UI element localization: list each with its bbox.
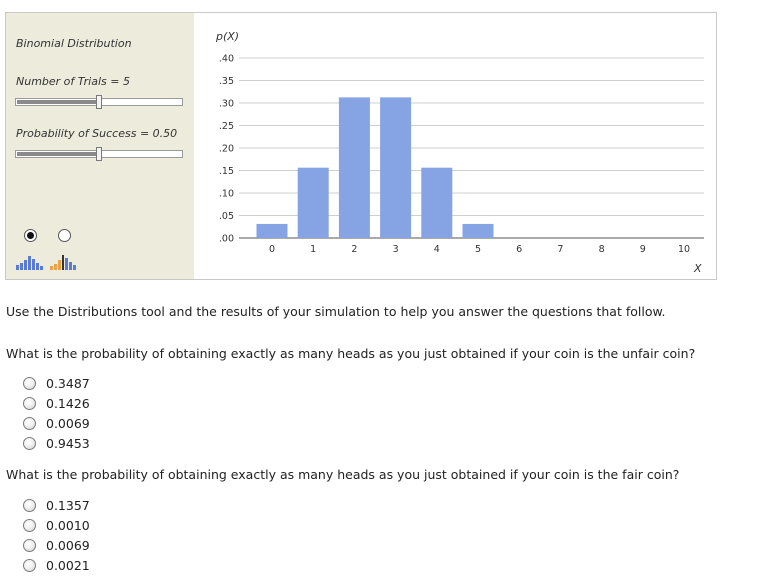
trials-slider[interactable] xyxy=(15,98,183,106)
x-tick-label: 7 xyxy=(557,244,564,255)
probability-slider-thumb[interactable] xyxy=(96,147,102,161)
option-label: 0.0021 xyxy=(46,557,90,573)
bar xyxy=(257,224,288,238)
option-label: 0.0069 xyxy=(46,537,90,553)
colored-bar-chart-icon[interactable] xyxy=(49,253,79,271)
instructions-text: Use the Distributions tool and the results of your simulation to help you answer the questions that follow. xyxy=(6,304,666,319)
view-mode-radio-2[interactable] xyxy=(58,229,71,242)
y-axis-label: p(X) xyxy=(216,30,240,43)
option-label: 0.9453 xyxy=(46,435,90,451)
question-1-options xyxy=(23,373,90,453)
radio-button[interactable] xyxy=(23,377,36,390)
x-tick-label: 4 xyxy=(433,244,440,255)
bar xyxy=(380,97,411,238)
view-mode-radio-1[interactable] xyxy=(24,229,37,242)
x-tick-label: 0 xyxy=(268,244,276,255)
q1-option[interactable] xyxy=(23,413,90,433)
q2-option[interactable] xyxy=(23,535,90,555)
x-tick-label: 3 xyxy=(392,244,399,255)
radio-button[interactable] xyxy=(23,539,36,552)
bar xyxy=(298,168,329,238)
bar-chart-icon[interactable] xyxy=(15,253,45,271)
option-label: 0.3487 xyxy=(46,375,90,391)
q1-option[interactable] xyxy=(23,433,90,453)
x-tick-label: 5 xyxy=(474,244,482,255)
x-tick-label: 2 xyxy=(351,244,358,255)
probability-slider-fill xyxy=(17,152,99,156)
option-label: 0.1426 xyxy=(46,395,90,411)
x-tick-label: 10 xyxy=(677,244,691,255)
distributions-tool xyxy=(5,12,717,280)
control-panel xyxy=(6,13,194,279)
radio-button[interactable] xyxy=(23,437,36,450)
q2-option[interactable] xyxy=(23,555,90,575)
option-label: 0.0069 xyxy=(46,415,90,431)
probability-label: Probability of Success = 0.50 xyxy=(16,127,178,140)
distribution-chart xyxy=(194,13,716,279)
y-tick-label: .25 xyxy=(218,121,234,132)
radio-button[interactable] xyxy=(23,417,36,430)
x-tick-label: 6 xyxy=(516,244,523,255)
y-tick-label: .15 xyxy=(218,166,234,177)
question-1-text: What is the probability of obtaining exactly as many heads as you just obtained if your coin is the unfair coin? xyxy=(6,346,696,361)
y-tick-label: .05 xyxy=(218,211,234,222)
y-tick-label: .40 xyxy=(218,53,234,65)
x-tick-label: 1 xyxy=(310,244,317,255)
x-tick-label: 8 xyxy=(598,244,605,255)
q2-option[interactable] xyxy=(23,495,90,515)
bar xyxy=(421,168,452,238)
x-axis-label: X xyxy=(694,262,702,275)
bar xyxy=(463,224,494,238)
question-2-text: What is the probability of obtaining exactly as many heads as you just obtained if your coin is the fair coin? xyxy=(6,467,680,482)
question-2-options xyxy=(23,495,90,575)
radio-button[interactable] xyxy=(23,397,36,410)
radio-button[interactable] xyxy=(23,519,36,532)
option-label: 0.1357 xyxy=(46,497,90,513)
y-tick-label: .20 xyxy=(218,143,234,155)
y-tick-label: .30 xyxy=(218,98,234,110)
q1-option[interactable] xyxy=(23,393,90,413)
q1-option[interactable] xyxy=(23,373,90,393)
y-tick-label: .35 xyxy=(218,76,234,87)
y-tick-label: .00 xyxy=(218,233,234,245)
trials-label: Number of Trials = 5 xyxy=(16,75,130,88)
q2-option[interactable] xyxy=(23,515,90,535)
probability-slider[interactable] xyxy=(15,150,183,158)
y-tick-label: .10 xyxy=(218,188,234,200)
option-label: 0.0010 xyxy=(46,517,90,533)
distribution-title: Binomial Distribution xyxy=(16,37,132,50)
bar xyxy=(339,97,370,238)
trials-slider-thumb[interactable] xyxy=(96,95,102,109)
x-tick-label: 9 xyxy=(639,244,646,255)
radio-button[interactable] xyxy=(23,499,36,512)
trials-slider-fill xyxy=(17,100,99,104)
radio-button[interactable] xyxy=(23,559,36,572)
